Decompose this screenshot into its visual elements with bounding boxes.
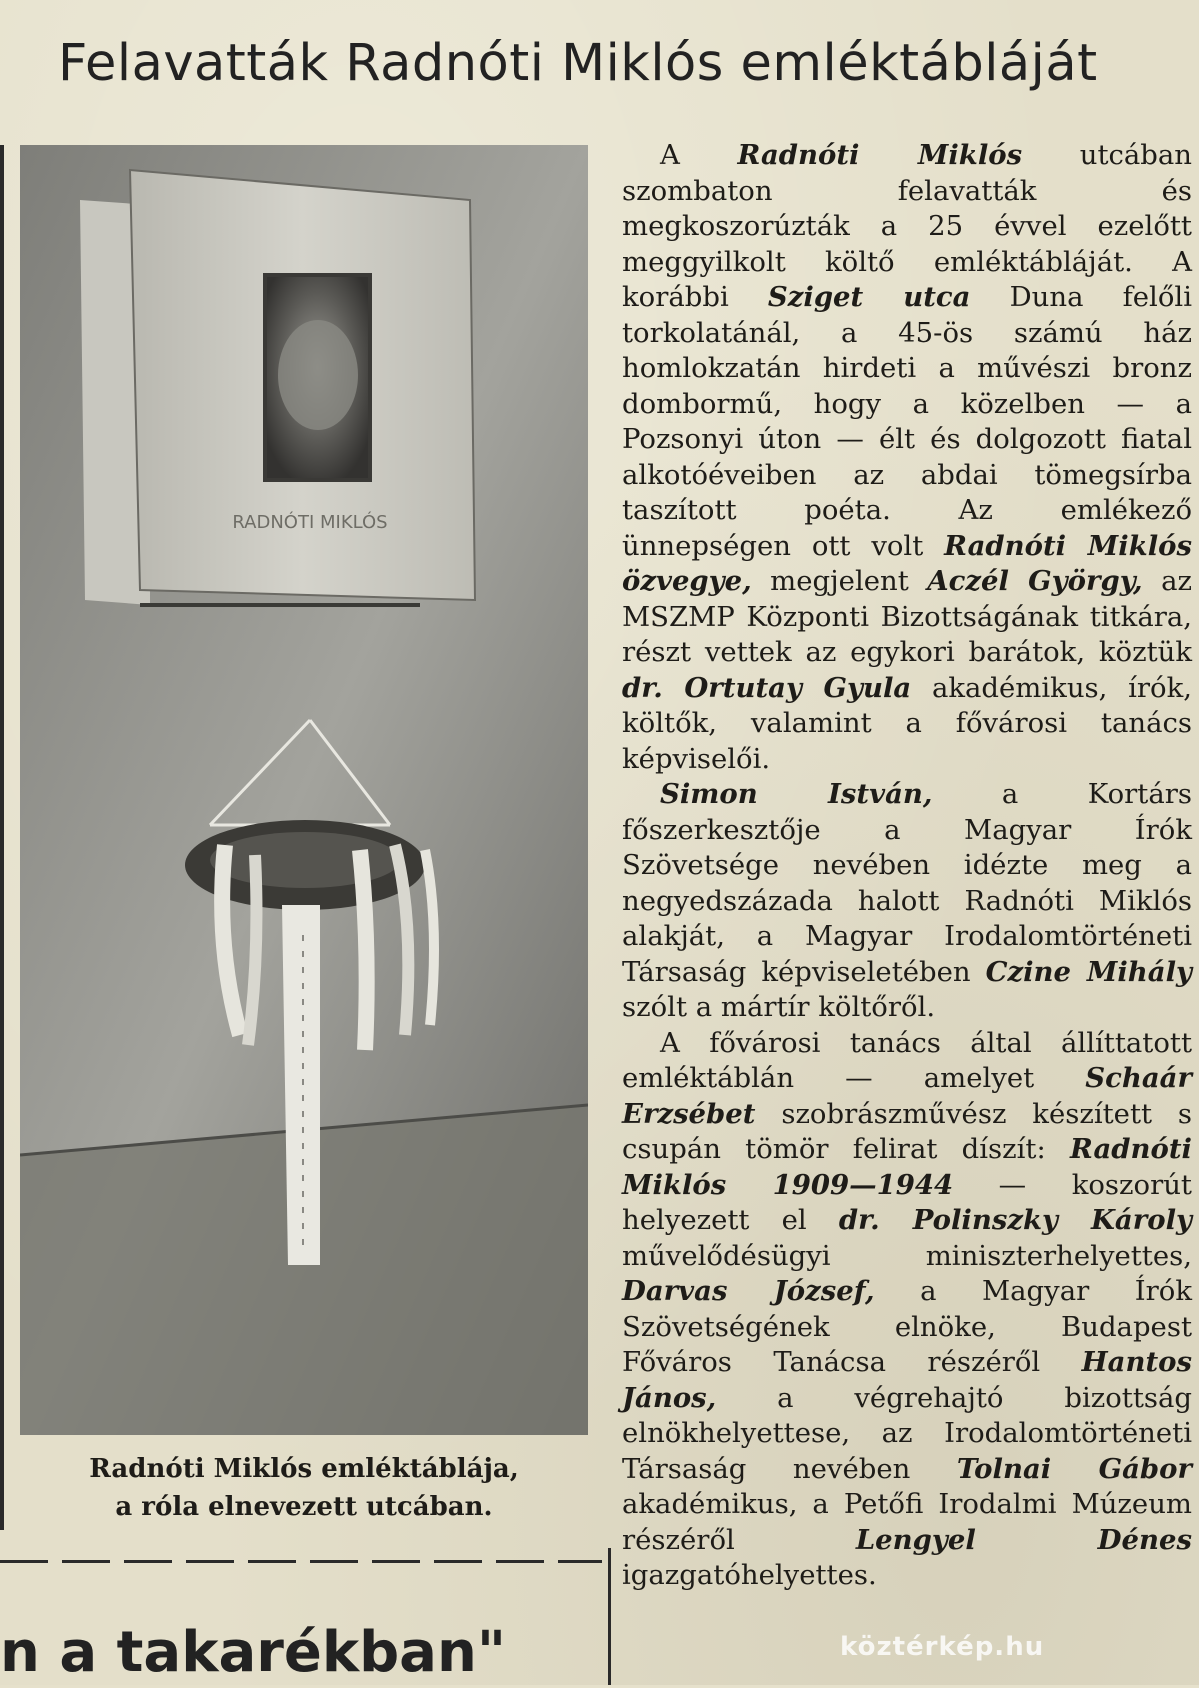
left-column-rule	[0, 145, 4, 1530]
article-paragraph-1: A Radnóti Miklós utcában szombaton felavatták és megkoszorúzták a 25 évvel ezelőtt meggyilkolt költő emléktábláját. A korábbi Sziget utca Duna felőli torkolatánál, a 45-ös számú ház homlokzatán hirdeti a művészi bronz dombormű, hogy a közelben — a Pozsonyi úton — élt és dolgozott fiatal alkotóéveiben az abdai tömegsírba taszított poéta. Az emlékező ünnepségen ott volt Radnóti Miklós özvegye, megjelent Aczél György, az MSZMP Központi Bizottságának titkára, részt vettek az egykori barátok, köztük dr. Ortutay Gyula akadémikus, írók, költők, valamint a fővárosi tanács képviselői.	[622, 139, 1193, 775]
photo-caption	[20, 1450, 588, 1526]
article-body	[622, 138, 1192, 1594]
caption-line-1: Radnóti Miklós emléktáblája,	[89, 1454, 519, 1484]
article-paragraph-2: Simon István, a Kortárs főszerkesztője a Magyar Írók Szövetsége nevében idézte meg a negyedszázada halott Radnóti Miklós alakját, a Magyar Irodalomtörténeti Társaság képviseletében Czine Mihály szólt a mártír költőről.	[622, 778, 1192, 1023]
plaque-photo-drawing	[20, 145, 588, 1435]
section-divider	[0, 1560, 602, 1563]
source-watermark: köztérkép.hu	[840, 1632, 1045, 1662]
plaque-photo	[20, 145, 588, 1435]
article-headline: Felavatták Radnóti Miklós emléktábláját	[58, 34, 1098, 93]
next-article-headline: n a takarékban"	[0, 1620, 506, 1685]
plaque-inscription: RADNÓTI MIKLÓS	[232, 512, 388, 533]
column-divider	[608, 1548, 611, 1685]
article-paragraph-3: A fővárosi tanács által állíttatott emléktáblán — amelyet Schaár Erzsébet szobrászművész készített s csupán tömör felirat díszít: Radnóti Miklós 1909—1944 — koszorút helyezett el dr. Polinszky Károly művelődésügyi miniszterhelyettes, Darvas József, a Magyar Írók Szövetségének elnöke, Budapest Főváros Tanácsa részéről Hantos János, a végrehajtó bizottság elnökhelyettese, az Irodalomtörténeti Társaság nevében Tolnai Gábor akadémikus, a Petőfi Irodalmi Múzeum részéről Lengyel Dénes igazgatóhelyettes.	[622, 1026, 1192, 1591]
caption-line-2: a róla elnevezett utcában.	[115, 1492, 493, 1522]
